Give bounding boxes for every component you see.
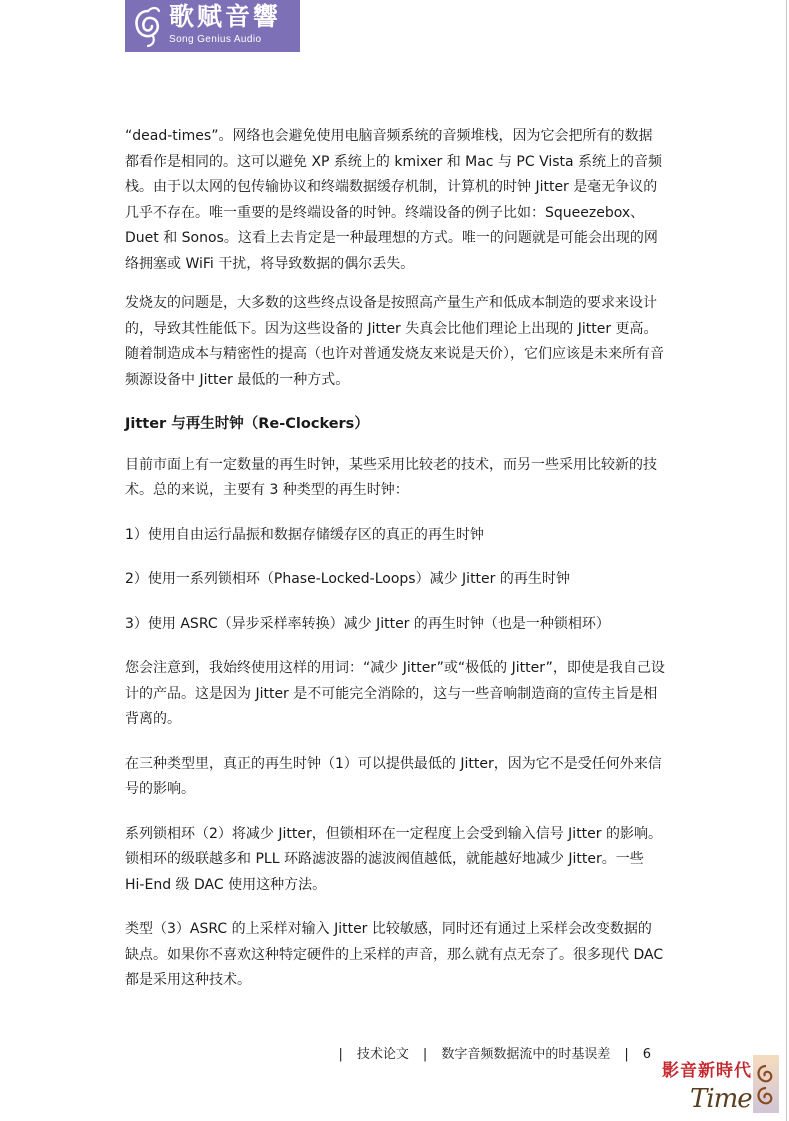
paragraph-pll: 系列锁相环（2）将减少 Jitter，但锁相环在一定程度上会受到输入信号 Jitter 的影响。锁相环的级联越多和 PLL 环路滤波器的滤波阀值越低，就能越好地减少 Jitter。一些 Hi-End 级 DAC 使用这种方法。 — [125, 825, 662, 893]
swirl-logo-icon — [131, 3, 165, 49]
list-item-type-2: 2）使用一系列锁相环（Phase-Locked-Loops）减少 Jitter 的再生时钟 — [125, 571, 570, 587]
page-footer — [339, 1043, 651, 1062]
footer-separator: | — [624, 1047, 629, 1062]
section-heading: Jitter 与再生时钟（Re-Clockers） — [125, 416, 369, 432]
logo-english-name: Song Genius Audio — [169, 34, 262, 45]
paragraph-reclocker-intro: 目前市面上有一定数量的再生时钟，某些采用比较老的技术，而另一些采用比较新的技术。总的来说，主要有 3 种类型的再生时钟： — [125, 456, 657, 498]
list-item-type-3: 3）使用 ASRC（异步采样率转换）减少 Jitter 的再生时钟（也是一种锁相环） — [125, 615, 610, 632]
footer-title: 数字音频数据流中的时基误差 — [441, 1047, 611, 1062]
footer-separator: | — [422, 1047, 428, 1062]
brand-logo — [125, 0, 300, 52]
footer-section: 技术论文 — [356, 1047, 409, 1062]
watermark-script: Time — [690, 1084, 752, 1114]
watermark-logo — [660, 1052, 782, 1118]
watermark-swirl-icon — [752, 1054, 780, 1114]
paragraph-audiophile-issue: 发烧友的问题是，大多数的这些终点设备是按照高产量生产和低成本制造的要求来设计的，导致其性能低下。因为这些设备的 Jitter 失真会比他们理论上出现的 Jitter 更高。随着制造成本与精密性的提高（也许对普通发烧友来说是天价），它们应该是未来所有音频源设备中 Jitter 最低的一种方式。 — [125, 295, 664, 388]
page-border — [786, 0, 787, 1121]
list-item-type-1: 1）使用自由运行晶振和数据存储缓存区的真正的再生时钟 — [125, 526, 484, 543]
paragraph-asrc: 类型（3）ASRC 的上采样对输入 Jitter 比较敏感，同时还有通过上采样会改变数据的缺点。如果你不喜欢这种特定硬件的上采样的声音，那么就有点无奈了。很多现代 DAC 都是采用这种技术。 — [125, 921, 664, 988]
paragraph-true-reclocker: 在三种类型里，真正的再生时钟（1）可以提供最低的 Jitter，因为它不是受任何外来信号的影响。 — [125, 755, 662, 797]
footer-separator: | — [338, 1047, 343, 1062]
logo-chinese-name: 歌赋音響 — [169, 2, 282, 31]
paragraph-network-clock: “dead-times”。网络也会避免使用电脑音频系统的音频堆栈，因为它会把所有的数据都看作是相同的。这可以避免 XP 系统上的 kmixer 和 Mac 与 PC Vista 系统上的音频栈。由于以太网的包传输协议和终端数据缓存机制，计算机的时钟 Jitter 是毫无争议的几乎不存在。唯一重要的是终端设备的时钟。终端设备的例子比如：Squeezebox、Duet 和 Sonos。这看上去肯定是一种最理想的方式。唯一的问题就是可能会出现的网络拥塞或 WiFi 干扰，将导致数据的偶尔丢失。 — [125, 128, 663, 272]
paragraph-terminology: 您会注意到，我始终使用这样的用词：“减少 Jitter”或“极低的 Jitter”，即使是我自己设计的产品。这是因为 Jitter 是不可能完全消除的，这与一些音响制造商的宣传主旨是相背离的。 — [125, 660, 665, 727]
article-body — [125, 124, 665, 994]
watermark-chinese: 影音新時代 — [662, 1061, 752, 1081]
page-number: 6 — [642, 1047, 651, 1062]
